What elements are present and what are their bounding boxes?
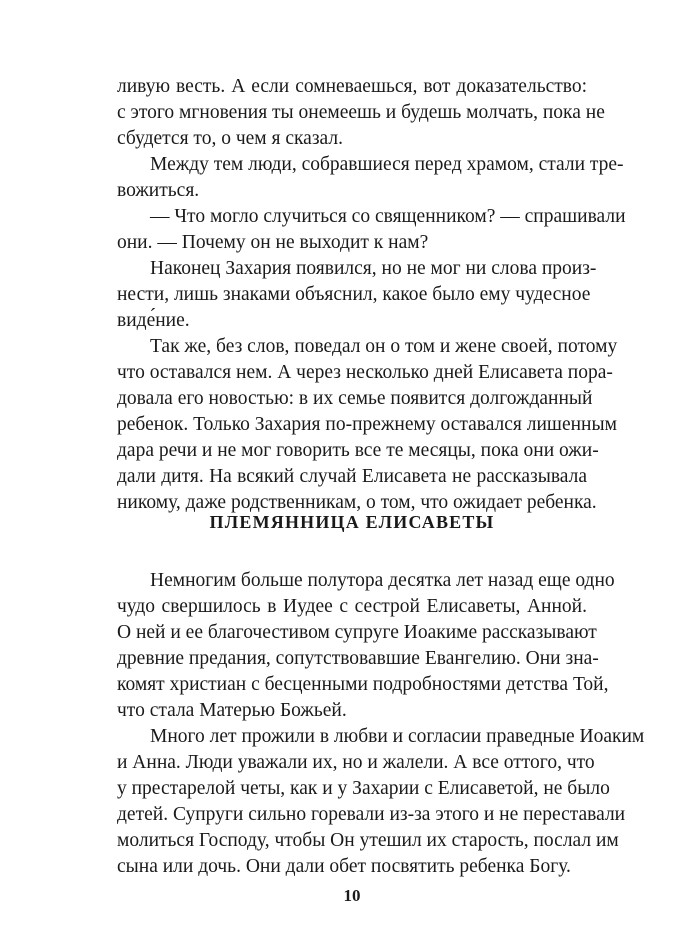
- text-line: виде́ние.: [117, 310, 190, 331]
- text-line: Между тем люди, собравшиеся перед храмом, стали тре-: [150, 154, 624, 175]
- text-line: — Что могло случиться со священником? — спрашивали: [150, 206, 626, 227]
- text-line: комят христиан с бесценными подробностями детства Той,: [117, 674, 609, 695]
- text-line: Так же, без слов, поведал он о том и жене своей, потому: [150, 336, 618, 357]
- text-line: Наконец Захария появился, но не мог ни слова произ-: [150, 258, 597, 279]
- text-line: никому, даже родственникам, о том, что ожидает ребенка.: [117, 492, 597, 513]
- text-line: вожиться.: [117, 180, 200, 201]
- text-line: Много лет прожили в любви и согласии праведные Иоаким: [150, 726, 645, 747]
- text-line: О ней и ее благочестивом супруге Иоакиме рассказывают: [117, 622, 597, 643]
- text-line: сбудется то, о чем я сказал.: [117, 128, 343, 149]
- text-line: дара речи и не мог говорить все те месяцы, пока они ожи-: [117, 440, 599, 461]
- text-line: чудо свершилось в Иудее с сестрой Елисаветы, Анной.: [117, 596, 587, 617]
- text-line: и Анна. Люди уважали их, но и жалели. А все оттого, что: [117, 752, 595, 773]
- text-line: нести, лишь знаками объяснил, какое было ему чудесное: [117, 284, 591, 305]
- text-line: Немногим больше полутора десятка лет назад еще одно: [150, 570, 615, 591]
- text-line: древние предания, сопутствовавшие Евангелию. Они зна-: [117, 648, 599, 669]
- section-heading: ПЛЕМЯННИЦА ЕЛИСАВЕТЫ: [209, 512, 495, 532]
- text-line: что стала Матерью Божьей.: [117, 700, 347, 721]
- text-line: довала его новостью: в их семье появится долгожданный: [117, 388, 593, 409]
- text-line: молиться Господу, чтобы Он утешил их старость, послал им: [117, 830, 619, 851]
- text-line: ребенок. Только Захария по-прежнему оставался лишенным: [117, 414, 617, 435]
- page-number: 10: [343, 886, 361, 905]
- text-line: сына или дочь. Они дали обет посвятить ребенка Богу.: [117, 856, 571, 877]
- text-line: ливую весть. А если сомневаешься, вот доказательство:: [117, 76, 587, 97]
- text-line: дали дитя. На всякий случай Елисавета не рассказывала: [117, 466, 587, 487]
- text-line: они. — Почему он не выходит к нам?: [117, 232, 429, 253]
- text-line: детей. Супруги сильно горевали из-за этого и не переставали: [117, 804, 626, 825]
- text-line: с этого мгновения ты онемеешь и будешь молчать, пока не: [117, 102, 605, 123]
- text-line: что оставался нем. А через несколько дней Елисавета пора-: [117, 362, 613, 383]
- text-line: у престарелой четы, как и у Захарии с Елисаветой, не было: [117, 778, 610, 799]
